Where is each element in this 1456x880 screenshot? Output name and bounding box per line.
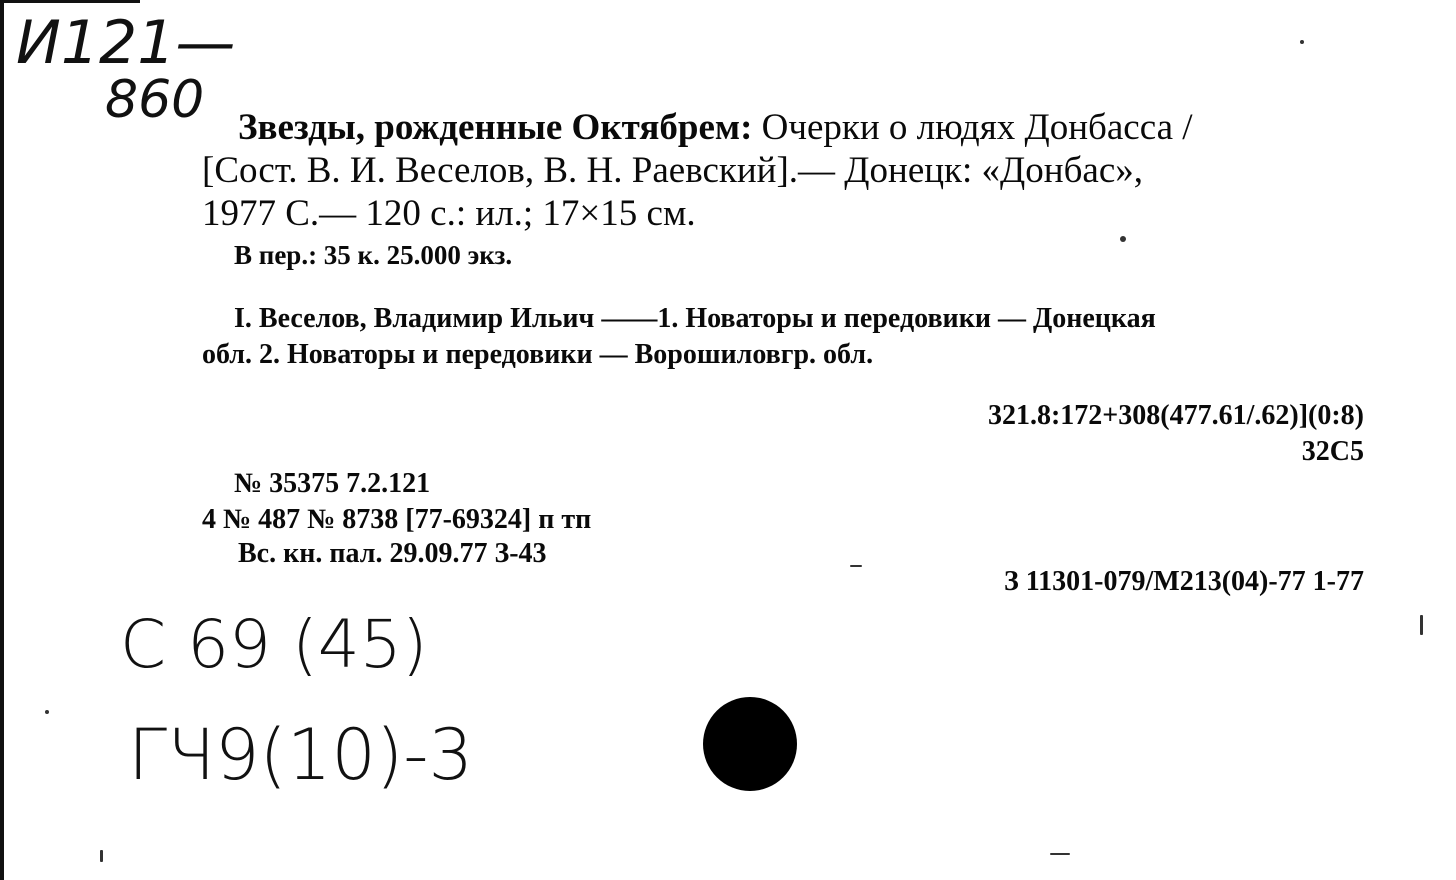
scan-speck bbox=[850, 565, 862, 567]
entry-publication-line: 1977 С.— 120 с.: ил.; 17×15 см. bbox=[202, 193, 696, 234]
scan-speck bbox=[1420, 615, 1423, 635]
registration-line3: Вс. кн. пал. 29.09.77 З-43 bbox=[238, 538, 547, 569]
entry-title-bold: Звезды, рожденные Октябрем: bbox=[238, 107, 753, 148]
entry-title-rest: Очерки о людях Донбасса / bbox=[752, 107, 1193, 148]
scan-speck bbox=[1300, 40, 1304, 44]
udc-index: 321.8:172+308(477.61/.62)](0:8) bbox=[987, 400, 1364, 431]
handwritten-code-bottom-line2: ГЧ9(10)-3 bbox=[128, 714, 474, 796]
scan-speck bbox=[1120, 236, 1126, 242]
entry-title-line bbox=[238, 106, 1193, 149]
handwritten-code-bottom-line1: С 69 (45) bbox=[120, 606, 428, 683]
handwritten-code-top-line2: 860 bbox=[105, 70, 205, 130]
card-edge-top bbox=[0, 0, 140, 3]
scan-speck bbox=[45, 710, 49, 714]
scan-speck bbox=[1050, 853, 1070, 855]
scan-speck bbox=[100, 850, 103, 862]
bbk-index: 32С5 bbox=[1301, 436, 1364, 467]
tracings-line1: I. Веселов, Владимир Ильич ——1. Новаторы и передовики — Донецкая bbox=[234, 303, 1156, 334]
registration-line1: № 35375 7.2.121 bbox=[234, 468, 431, 499]
registration-line2: 4 № 487 № 8738 [77-69324] п тп bbox=[202, 504, 592, 535]
entry-price: В пер.: 35 к. 25.000 экз. bbox=[234, 240, 513, 270]
punch-hole bbox=[703, 697, 797, 791]
card-edge-left bbox=[0, 0, 4, 880]
handwritten-code-top-line1: И121— bbox=[16, 8, 236, 78]
footer-code: З 11301-079/М213(04)-77 1-77 bbox=[1003, 566, 1364, 597]
tracings-line2: обл. 2. Новаторы и передовики — Ворошиловгр. обл. bbox=[202, 339, 874, 370]
entry-responsibility-line: [Сост. В. И. Веселов, В. Н. Раевский].— Донецк: «Донбас», bbox=[202, 150, 1144, 191]
